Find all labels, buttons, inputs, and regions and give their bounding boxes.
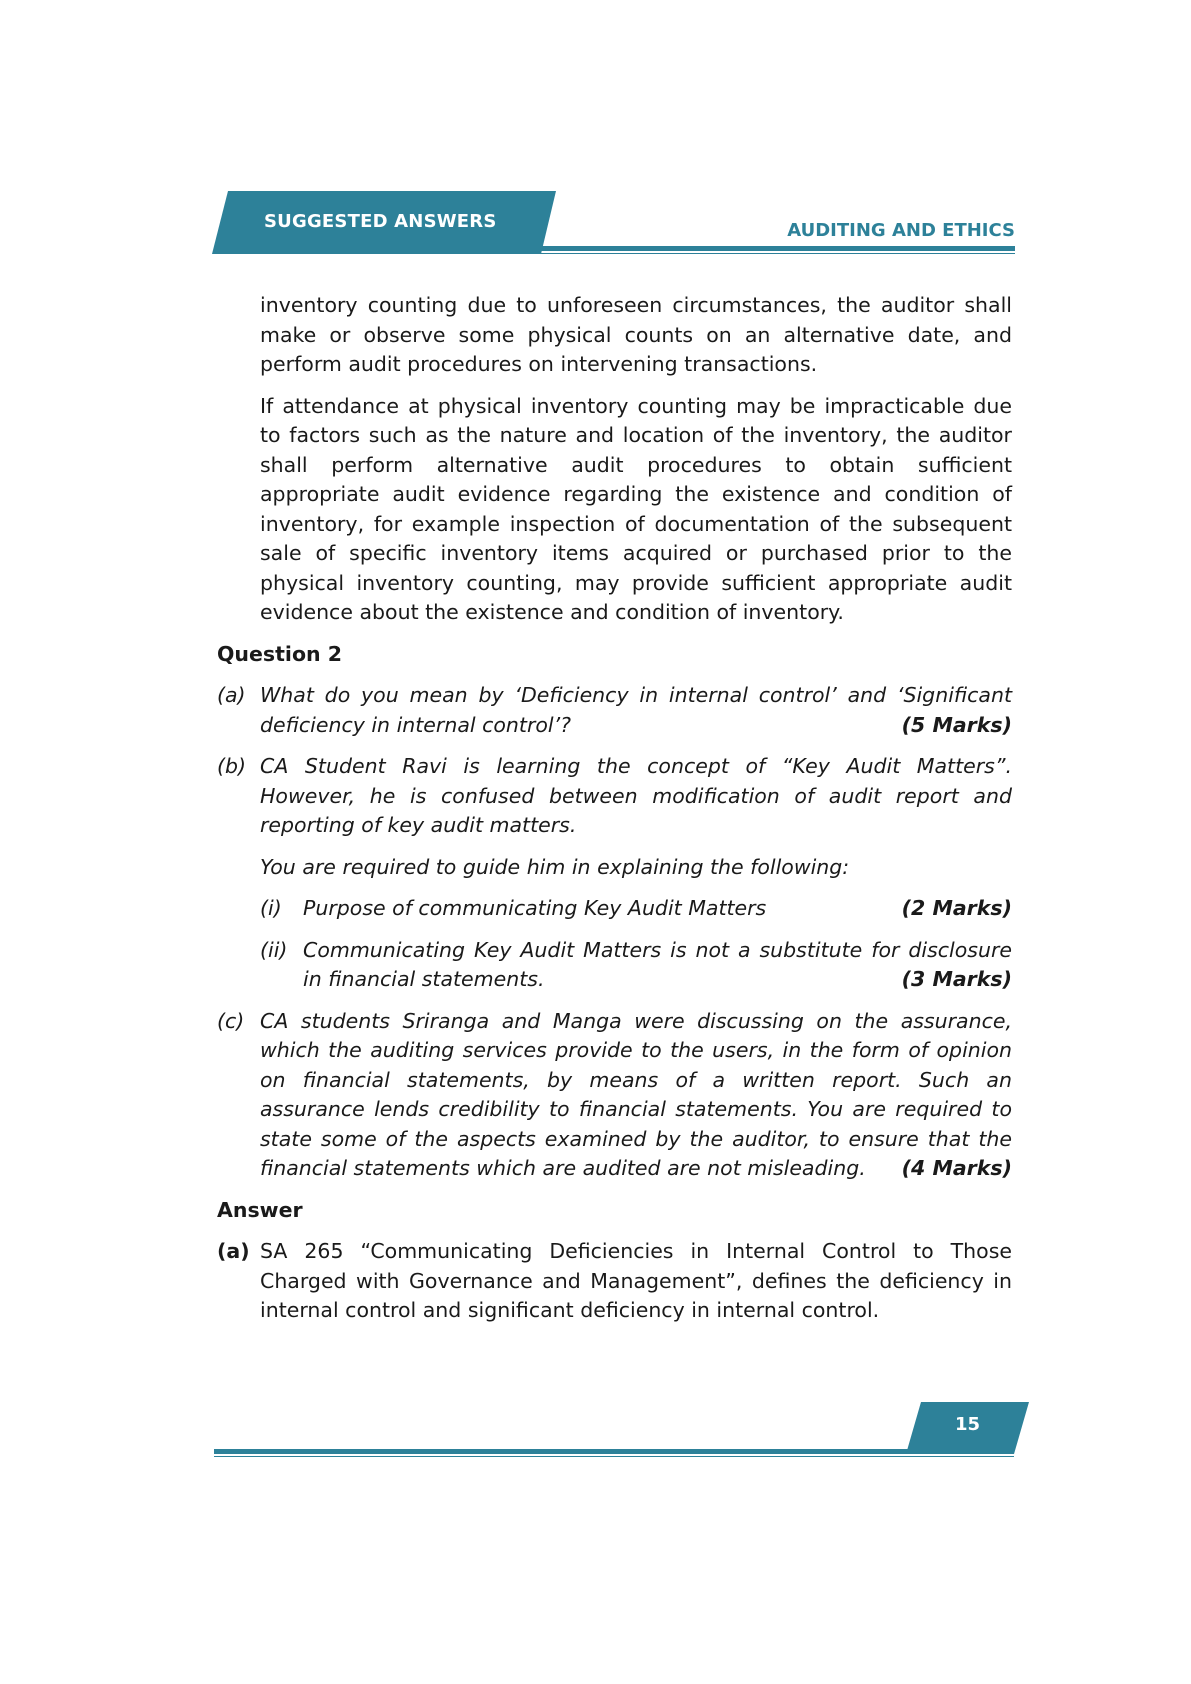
- marks-b-ii: (3 Marks): [901, 967, 1012, 991]
- section-title: AUDITING AND ETHICS: [787, 220, 1015, 241]
- question-text-b-i: Purpose of communicating Key Audit Matters: [303, 896, 767, 920]
- question-label-b-i: (i): [260, 896, 282, 920]
- question-item-b: [217, 752, 1012, 841]
- answer-heading: Answer: [217, 1197, 303, 1222]
- question-text-b-ii: Communicating Key Audit Matters is not a substitute for disclosure in financial statements.: [303, 937, 1012, 991]
- question-item-c: [217, 1007, 1012, 1184]
- footer-rule-thin: [214, 1456, 1014, 1457]
- paragraph-inventory-alternative: If attendance at physical inventory counting may be impracticable due to factors such as the nature and location of the inventory, the auditor shall perform alternative audit procedures to obtain sufficient appropriate audit evidence regarding the existence and condition of inventory, for example inspection of documentation of the subsequent sale of specific inventory items acquired or purchased prior to the physical inventory counting, may provide sufficient appropriate audit evidence about the existence and condition of inventory.: [260, 393, 1012, 624]
- page-content: [0, 291, 1191, 1338]
- question-label-b: (b): [217, 754, 247, 778]
- question-label-a: (a): [217, 683, 246, 707]
- question-item-b-ii: [260, 936, 1012, 995]
- question-heading: Question 2: [217, 641, 343, 666]
- question-text-b: CA Student Ravi is learning the concept of “Key Audit Matters”. However, he is confused between modification of audit report and reporting of key audit matters.: [260, 754, 1012, 837]
- answer-text-a: SA 265 “Communicating Deficiencies in Internal Control to Those Charged with Governance and Management”, defines the deficiency in internal control and significant deficiency in internal control.: [260, 1239, 1012, 1322]
- question-item-a: [217, 681, 1012, 740]
- page-number: 15: [954, 1414, 981, 1435]
- question-label-b-ii: (ii): [260, 937, 288, 962]
- question-item-b-i: [260, 894, 1012, 924]
- question-text-c: CA students Sriranga and Manga were discussing on the assurance, which the auditing services provide to the users, in the form of opinion on financial statements, by means of a written report. Such an assurance lends credibility to financial statements. You are required to state some of the aspects examined by the auditor, to ensure that the financial statements which are audited are not misleading.: [260, 1008, 1012, 1180]
- marks-b-i: (2 Marks): [901, 896, 1012, 920]
- header-rule: [539, 246, 1015, 251]
- marks-c: (4 Marks): [901, 1156, 1012, 1180]
- answer-label-a: (a): [217, 1239, 250, 1263]
- header-tab-label: SUGGESTED ANSWERS: [264, 211, 497, 232]
- question-text-a: What do you mean by ‘Deficiency in internal control’ and ‘Significant deficiency in internal control’?: [260, 683, 1012, 737]
- question-label-c: (c): [217, 1008, 245, 1033]
- header-rule-thin: [539, 253, 1015, 254]
- question-instruction-b: You are required to guide him in explaining the following:: [260, 854, 850, 879]
- marks-a: (5 Marks): [901, 712, 1012, 737]
- answer-item-a: [217, 1237, 1012, 1326]
- paragraph-continuation: inventory counting due to unforeseen circumstances, the auditor shall make or observe some physical counts on an alternative date, and perform audit procedures on intervening transactions.: [260, 293, 1012, 376]
- footer-rule: [214, 1449, 1014, 1454]
